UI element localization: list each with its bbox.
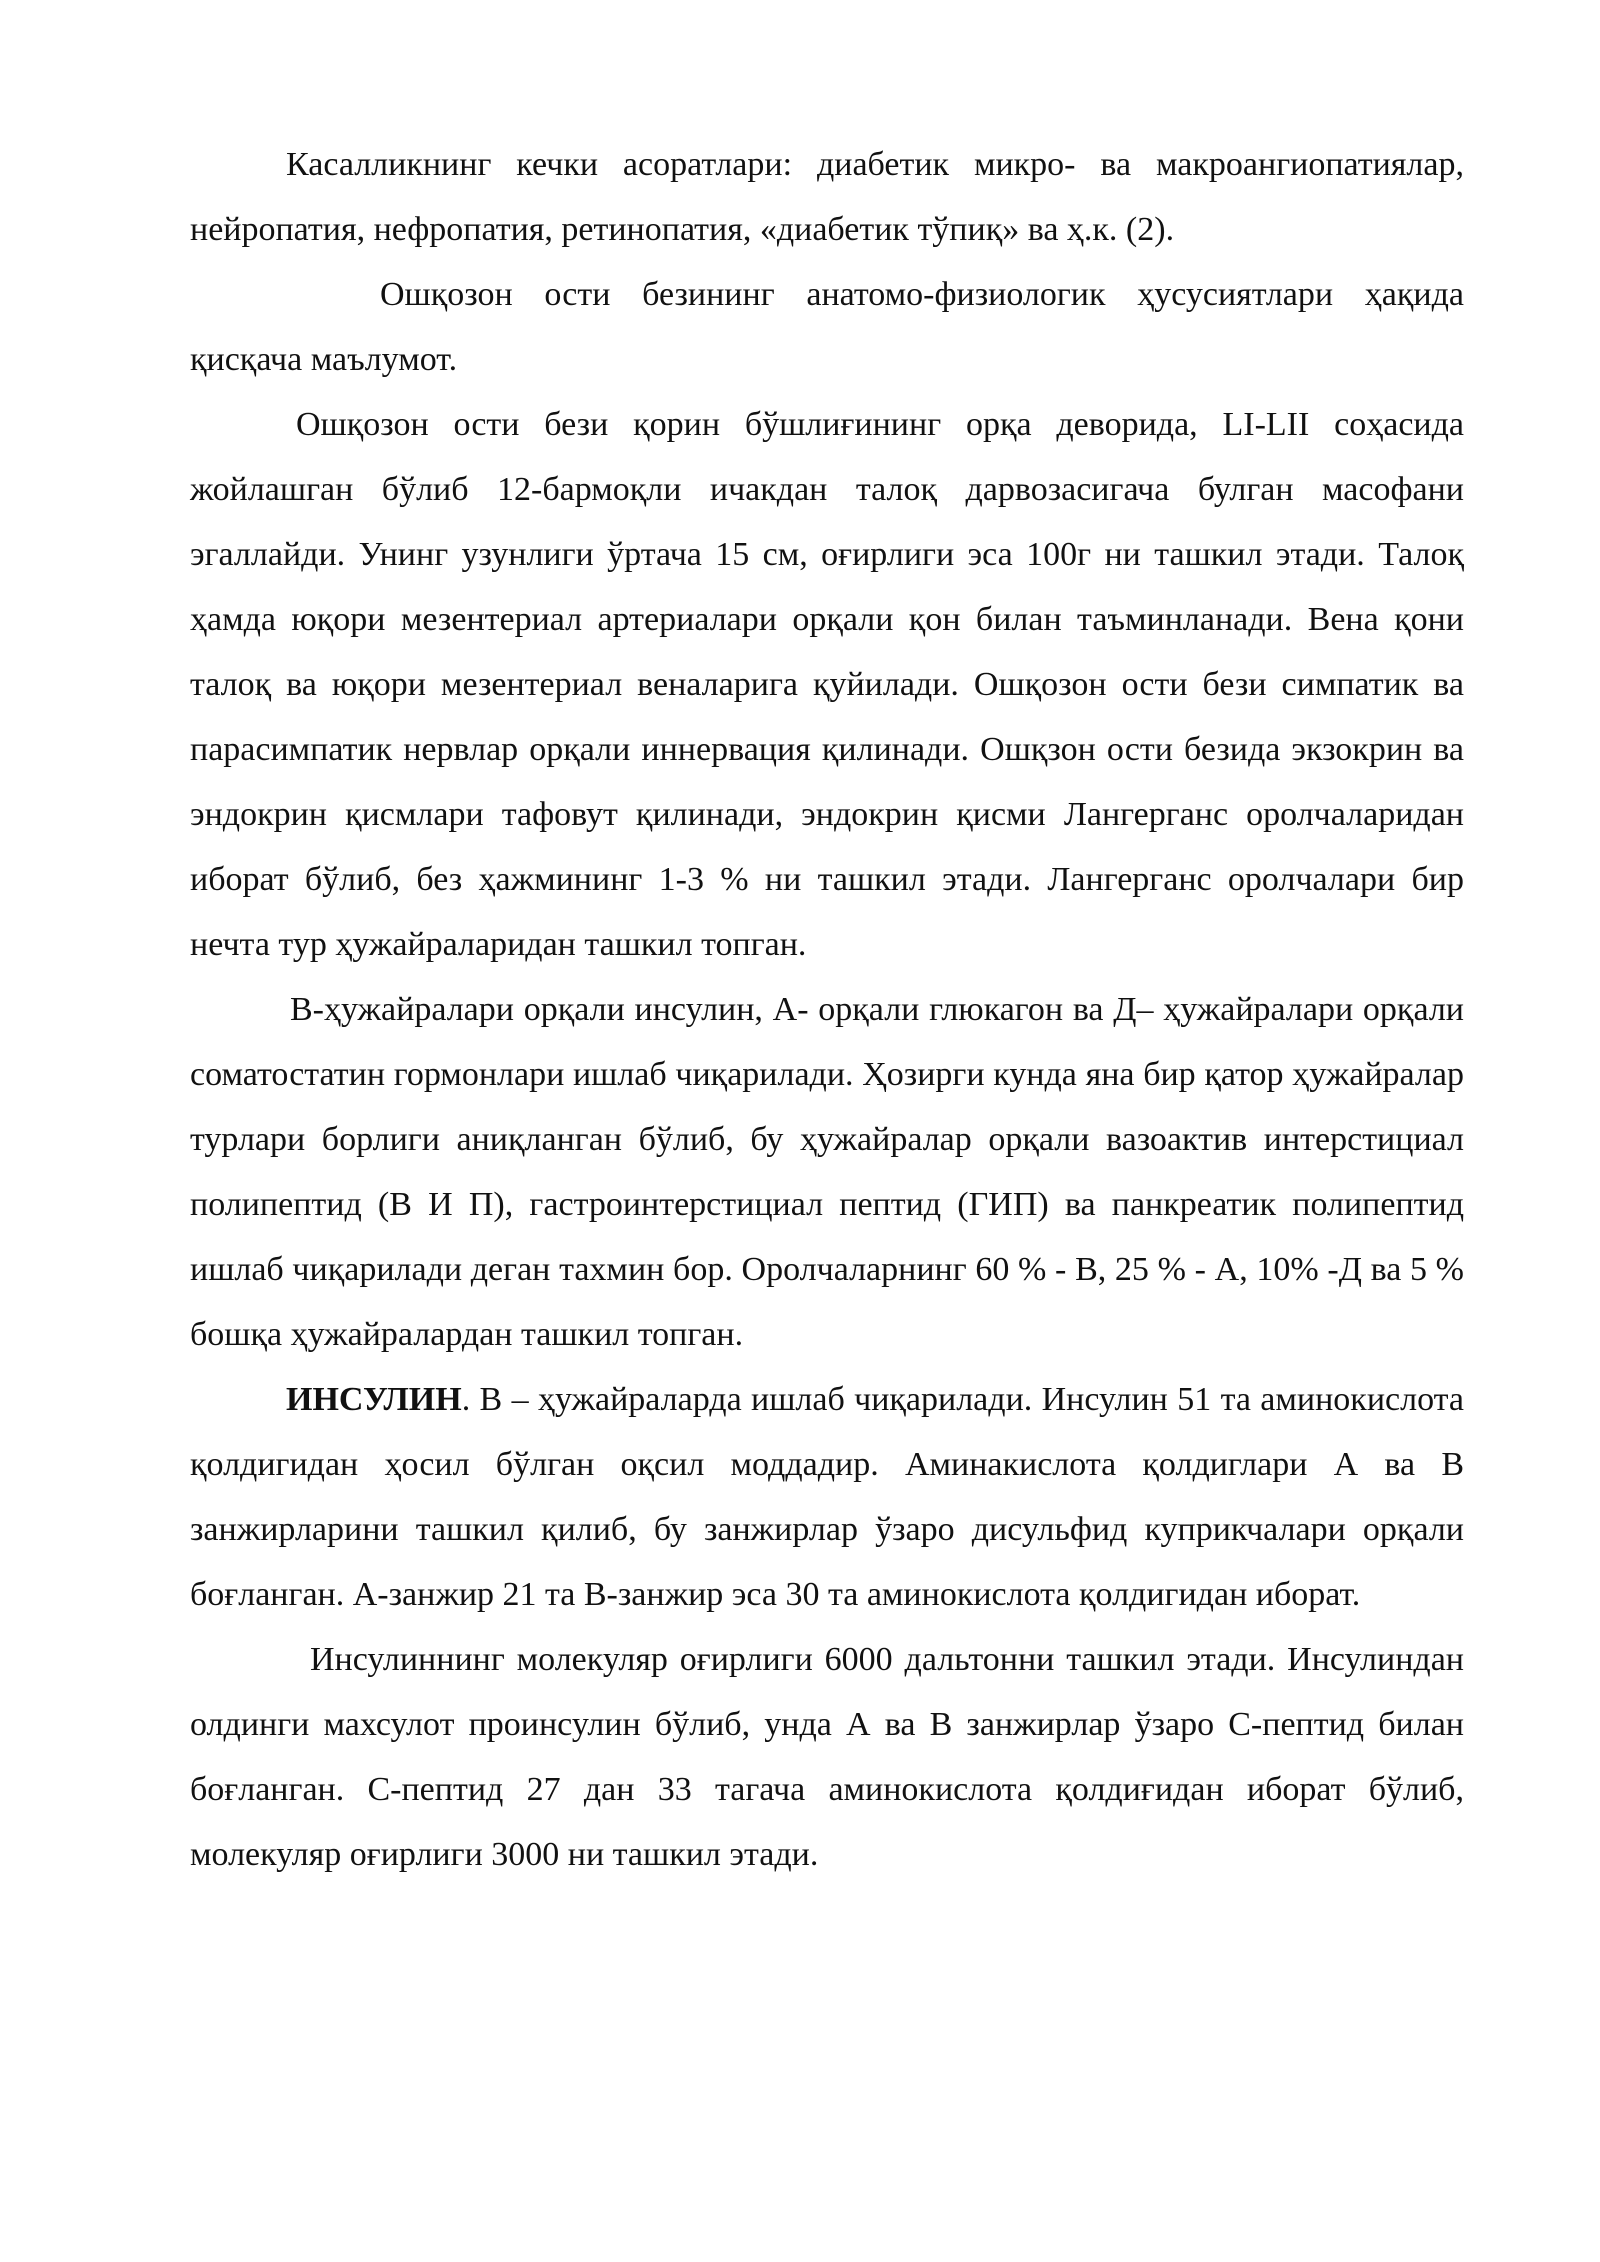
paragraph-late-complications: Касалликнинг кечки асоратлари: диабетик микро- ва макроангиопатиялар, нейропатия, нефропатия, ретинопатия, «диабетик тўпиқ» ва ҳ.к. (2). bbox=[190, 146, 1464, 248]
insulin-term: ИНСУЛИН bbox=[286, 1381, 462, 1418]
paragraph-cell-types: В-ҳужайралари орқали инсулин, А- орқали глюкагон ва Д– ҳужайралари орқали соматостатин гормонлари ишлаб чиқарилади. Ҳозирги кунда яна бир қатор ҳужайралар турлари борлиги аниқланган бўлиб, бу ҳужайралар орқали вазоактив интерстициал полипептид (В И П), гастроинтерстициал пептид (ГИП) ва панкреатик полипептид ишлаб чиқарилади деган тахмин бор. Оролчаларнинг 60 % - В, 25 % - А, 10% -Д ва 5 % бошқа ҳужайралардан ташкил топган. bbox=[190, 991, 1464, 1353]
insulin-description: . В – ҳужайраларда ишлаб чиқарилади. Инсулин 51 та аминокислота қолдигидан ҳосил бўлган оқсил моддадир. Аминакислота қолдиглари А ва В занжирларини ташкил қилиб, бу занжирлар ўзаро дисульфид куприкчалари орқали боғланган. А-занжир 21 та В-занжир эса 30 та аминокислота қолдигидан иборат. bbox=[190, 1381, 1464, 1613]
paragraph-pancreas-heading: Ошқозон ости безининг анатомо-физиологик ҳусусиятлари ҳақида қисқача маълумот. bbox=[190, 276, 1464, 378]
paragraph-pancreas-anatomy: Ошқозон ости бези қорин бўшлиғининг орқа деворида, LI-LII соҳасида жойлашган бўлиб 12-бармоқли ичакдан талоқ дарвозасигача булган масофани эгаллайди. Унинг узунлиги ўртача 15 см, оғирлиги эса 100г ни ташкил этади. Талоқ ҳамда юқори мезентериал артериалари орқали қон билан таъминланади. Вена қони талоқ ва юқори мезентериал веналарига қуйилади. Ошқозон ости бези симпатик ва парасимпатик нервлар орқали иннервация қилинади. Ошқзон ости безида экзокрин ва эндокрин қисмлари тафовут қилинади, эндокрин қисми Лангерганс оролчаларидан иборат бўлиб, без ҳажмининг 1-3 % ни ташкил этади. Лангерганс оролчалари бир нечта тур ҳужайраларидан ташкил топган. bbox=[190, 406, 1464, 963]
paragraph-insulin bbox=[190, 1367, 1464, 1627]
paragraph-insulin-weight: Инсулиннинг молекуляр оғирлиги 6000 дальтонни ташкил этади. Инсулиндан олдинги махсулот проинсулин бўлиб, унда А ва В занжирлар ўзаро С-пептид билан боғланган. С-пептид 27 дан 33 тагача аминокислота қолдиғидан иборат бўлиб, молекуляр оғирлиги 3000 ни ташкил этади. bbox=[190, 1641, 1464, 1873]
